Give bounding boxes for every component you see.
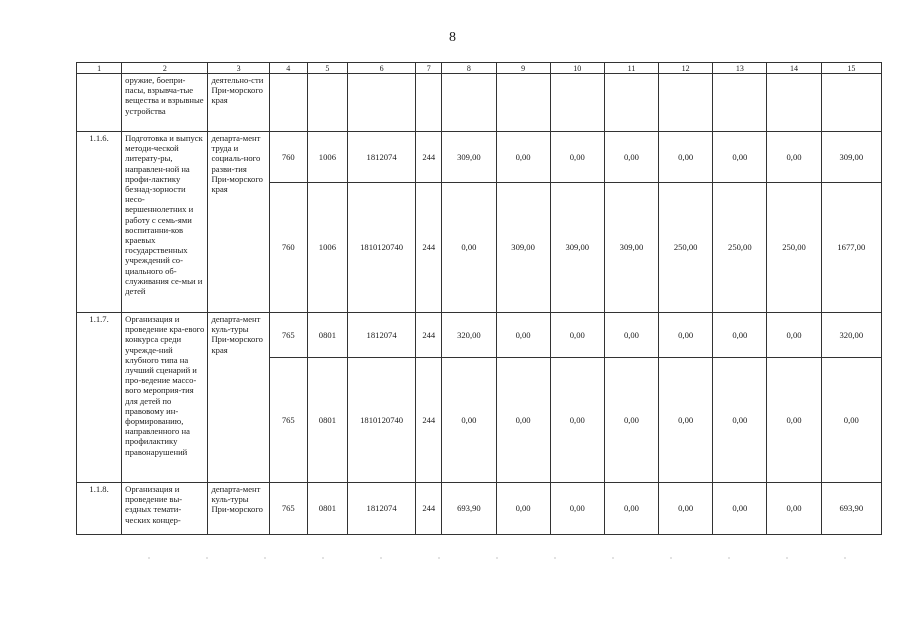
cell-c11: 0,00 [604, 132, 658, 183]
column-number: 12 [659, 63, 713, 74]
cell-c4: 765 [269, 358, 307, 483]
cell-c12: 0,00 [659, 358, 713, 483]
cell-c10 [550, 74, 604, 132]
responsible-agency: департа-мент труда и социаль-ного разви-тия При-морского края [208, 132, 269, 313]
cell-c13 [713, 74, 767, 132]
item-number: 1.1.6. [77, 132, 122, 313]
column-number: 6 [347, 63, 415, 74]
column-number: 4 [269, 63, 307, 74]
cell-c8: 309,00 [442, 132, 496, 183]
cell-c4: 760 [269, 183, 307, 313]
cell-c15: 1677,00 [821, 183, 881, 313]
cell-c11: 0,00 [604, 483, 658, 535]
cell-c5: 0801 [307, 313, 347, 358]
table-row [77, 313, 882, 358]
cell-c7: 244 [416, 183, 442, 313]
cell-c6: 1810120740 [347, 358, 415, 483]
column-number: 15 [821, 63, 881, 74]
cell-c12: 0,00 [659, 313, 713, 358]
cell-c14: 0,00 [767, 313, 821, 358]
cell-c10: 0,00 [550, 358, 604, 483]
cell-c15: 0,00 [821, 358, 881, 483]
item-number: 1.1.7. [77, 313, 122, 483]
cell-c10: 309,00 [550, 183, 604, 313]
cell-c10: 0,00 [550, 483, 604, 535]
cell-c4: 765 [269, 313, 307, 358]
column-number: 9 [496, 63, 550, 74]
cell-c9 [496, 74, 550, 132]
cell-c11: 309,00 [604, 183, 658, 313]
cell-c15: 309,00 [821, 132, 881, 183]
cell-c13: 250,00 [713, 183, 767, 313]
cell-c5 [307, 74, 347, 132]
cell-c7: 244 [416, 483, 442, 535]
page-number: 8 [449, 30, 456, 45]
cell-c14: 0,00 [767, 132, 821, 183]
cell-c5: 1006 [307, 132, 347, 183]
cell-c6: 1812074 [347, 483, 415, 535]
activity-name: Организация и проведение вы-ездных темати-ческих концер- [122, 483, 208, 535]
responsible-agency: департа-мент куль-туры При-морского края [208, 313, 269, 483]
cell-c9: 309,00 [496, 183, 550, 313]
cell-c14 [767, 74, 821, 132]
table-row [77, 74, 882, 132]
cell-c4: 760 [269, 132, 307, 183]
column-number: 14 [767, 63, 821, 74]
column-number: 5 [307, 63, 347, 74]
column-number: 2 [122, 63, 208, 74]
cell-c12 [659, 74, 713, 132]
cell-c5: 1006 [307, 183, 347, 313]
cell-c14: 250,00 [767, 183, 821, 313]
item-number [77, 74, 122, 132]
cell-c13: 0,00 [713, 483, 767, 535]
column-number: 7 [416, 63, 442, 74]
cell-c8: 693,90 [442, 483, 496, 535]
cell-c13: 0,00 [713, 313, 767, 358]
cell-c12: 250,00 [659, 183, 713, 313]
cell-c9: 0,00 [496, 132, 550, 183]
cell-c15: 320,00 [821, 313, 881, 358]
cell-c5: 0801 [307, 358, 347, 483]
cell-c6: 1810120740 [347, 183, 415, 313]
column-number: 8 [442, 63, 496, 74]
cell-c6: 1812074 [347, 313, 415, 358]
cell-c9: 0,00 [496, 483, 550, 535]
column-number: 10 [550, 63, 604, 74]
cell-c13: 0,00 [713, 358, 767, 483]
cell-c10: 0,00 [550, 313, 604, 358]
cell-c4: 765 [269, 483, 307, 535]
column-number: 13 [713, 63, 767, 74]
responsible-agency: департа-мент куль-туры При-морского [208, 483, 269, 535]
cell-c11: 0,00 [604, 358, 658, 483]
activity-name: оружие, боепри-пасы, взрывча-тые вещества и взрывные устройства [122, 74, 208, 132]
cell-c9: 0,00 [496, 313, 550, 358]
cell-c15: 693,90 [821, 483, 881, 535]
item-number: 1.1.8. [77, 483, 122, 535]
cell-c7: 244 [416, 132, 442, 183]
column-number: 1 [77, 63, 122, 74]
cell-c7: 244 [416, 358, 442, 483]
cell-c14: 0,00 [767, 483, 821, 535]
cell-c5: 0801 [307, 483, 347, 535]
cell-c9: 0,00 [496, 358, 550, 483]
cell-c8: 0,00 [442, 183, 496, 313]
cell-c7 [416, 74, 442, 132]
cell-c10: 0,00 [550, 132, 604, 183]
cell-c13: 0,00 [713, 132, 767, 183]
cell-c4 [269, 74, 307, 132]
column-number: 3 [208, 63, 269, 74]
cell-c15 [821, 74, 881, 132]
table-row [77, 483, 882, 535]
cell-c7: 244 [416, 313, 442, 358]
cell-c6: 1812074 [347, 132, 415, 183]
scan-dots-decoration [120, 556, 870, 560]
budget-table [76, 62, 882, 535]
cell-c12: 0,00 [659, 132, 713, 183]
activity-name: Организация и проведение кра-евого конкурса среди учрежде-ний клубного типа на лучший сценарий и про-ведение массо-вого мероприя-тия для детей по правовому ин-формированию, направленного на профилактику правонарушений [122, 313, 208, 483]
cell-c8: 320,00 [442, 313, 496, 358]
table-row [77, 132, 882, 183]
cell-c11 [604, 74, 658, 132]
cell-c8: 0,00 [442, 358, 496, 483]
responsible-agency: деятельно-сти При-морского края [208, 74, 269, 132]
activity-name: Подготовка и выпуск методи-ческой литерату-ры, направлен-ной на профи-лактику безнад-зорности несо-вершеннолетних и работу с семь-ями воспитанни-ков краевых государственных учреждений со-циального об-служивания се-мьи и детей [122, 132, 208, 313]
column-number: 11 [604, 63, 658, 74]
cell-c6 [347, 74, 415, 132]
column-number-row [77, 63, 882, 74]
cell-c8 [442, 74, 496, 132]
cell-c12: 0,00 [659, 483, 713, 535]
cell-c14: 0,00 [767, 358, 821, 483]
cell-c11: 0,00 [604, 313, 658, 358]
